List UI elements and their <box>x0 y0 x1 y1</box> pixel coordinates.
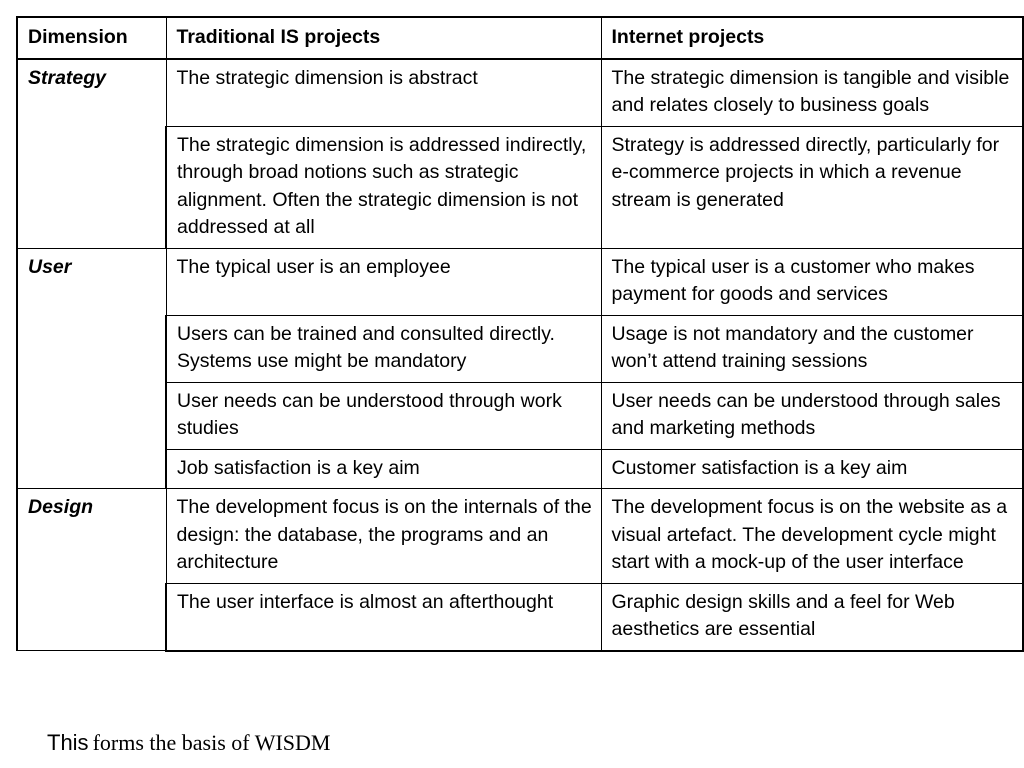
footer-caption <box>47 730 330 756</box>
traditional-cell: The strategic dimension is addressed indirectly, through broad notions such as strategic alignment. Often the strategic dimension is not addressed at all <box>166 126 601 248</box>
header-dimension: Dimension <box>17 17 166 59</box>
group-user <box>17 248 1023 489</box>
header-row <box>17 17 1023 59</box>
traditional-cell: User needs can be understood through work studies <box>166 382 601 449</box>
header-traditional-is-projects: Traditional IS projects <box>166 17 601 59</box>
traditional-cell: The typical user is an employee <box>166 248 601 315</box>
internet-cell: Strategy is addressed directly, particularly for e-commerce projects in which a revenue stream is generated <box>601 126 1023 248</box>
table-row <box>17 59 1023 127</box>
table-row <box>17 248 1023 315</box>
traditional-cell: The user interface is almost an afterthought <box>166 583 601 651</box>
table-row <box>17 382 1023 449</box>
internet-cell: The strategic dimension is tangible and visible and relates closely to business goals <box>601 59 1023 127</box>
table-row <box>17 489 1023 584</box>
table-row <box>17 449 1023 489</box>
internet-cell: Graphic design skills and a feel for Web aesthetics are essential <box>601 583 1023 651</box>
dimension-label-design: Design <box>17 489 166 651</box>
traditional-cell: Users can be trained and consulted directly. Systems use might be mandatory <box>166 315 601 382</box>
internet-cell: User needs can be understood through sales and marketing methods <box>601 382 1023 449</box>
internet-cell: Customer satisfaction is a key aim <box>601 449 1023 489</box>
internet-cell: Usage is not mandatory and the customer won’t attend training sessions <box>601 315 1023 382</box>
traditional-cell: Job satisfaction is a key aim <box>166 449 601 489</box>
internet-cell: The development focus is on the website as a visual artefact. The development cycle might start with a mock-up of the user interface <box>601 489 1023 584</box>
traditional-cell: The development focus is on the internals of the design: the database, the programs and an architecture <box>166 489 601 584</box>
dimension-label-user: User <box>17 248 166 489</box>
table-row <box>17 583 1023 651</box>
footer-rest-text: forms the basis of WISDM <box>92 730 331 755</box>
comparison-table <box>16 16 1024 652</box>
header-internet-projects: Internet projects <box>601 17 1023 59</box>
dimension-label-strategy: Strategy <box>17 59 166 249</box>
table-header <box>17 17 1023 59</box>
group-strategy <box>17 59 1023 249</box>
group-design <box>17 489 1023 651</box>
table-row <box>17 126 1023 248</box>
traditional-cell: The strategic dimension is abstract <box>166 59 601 127</box>
table-row <box>17 315 1023 382</box>
internet-cell: The typical user is a customer who makes payment for goods and services <box>601 248 1023 315</box>
footer-lead-text: This <box>47 730 89 755</box>
